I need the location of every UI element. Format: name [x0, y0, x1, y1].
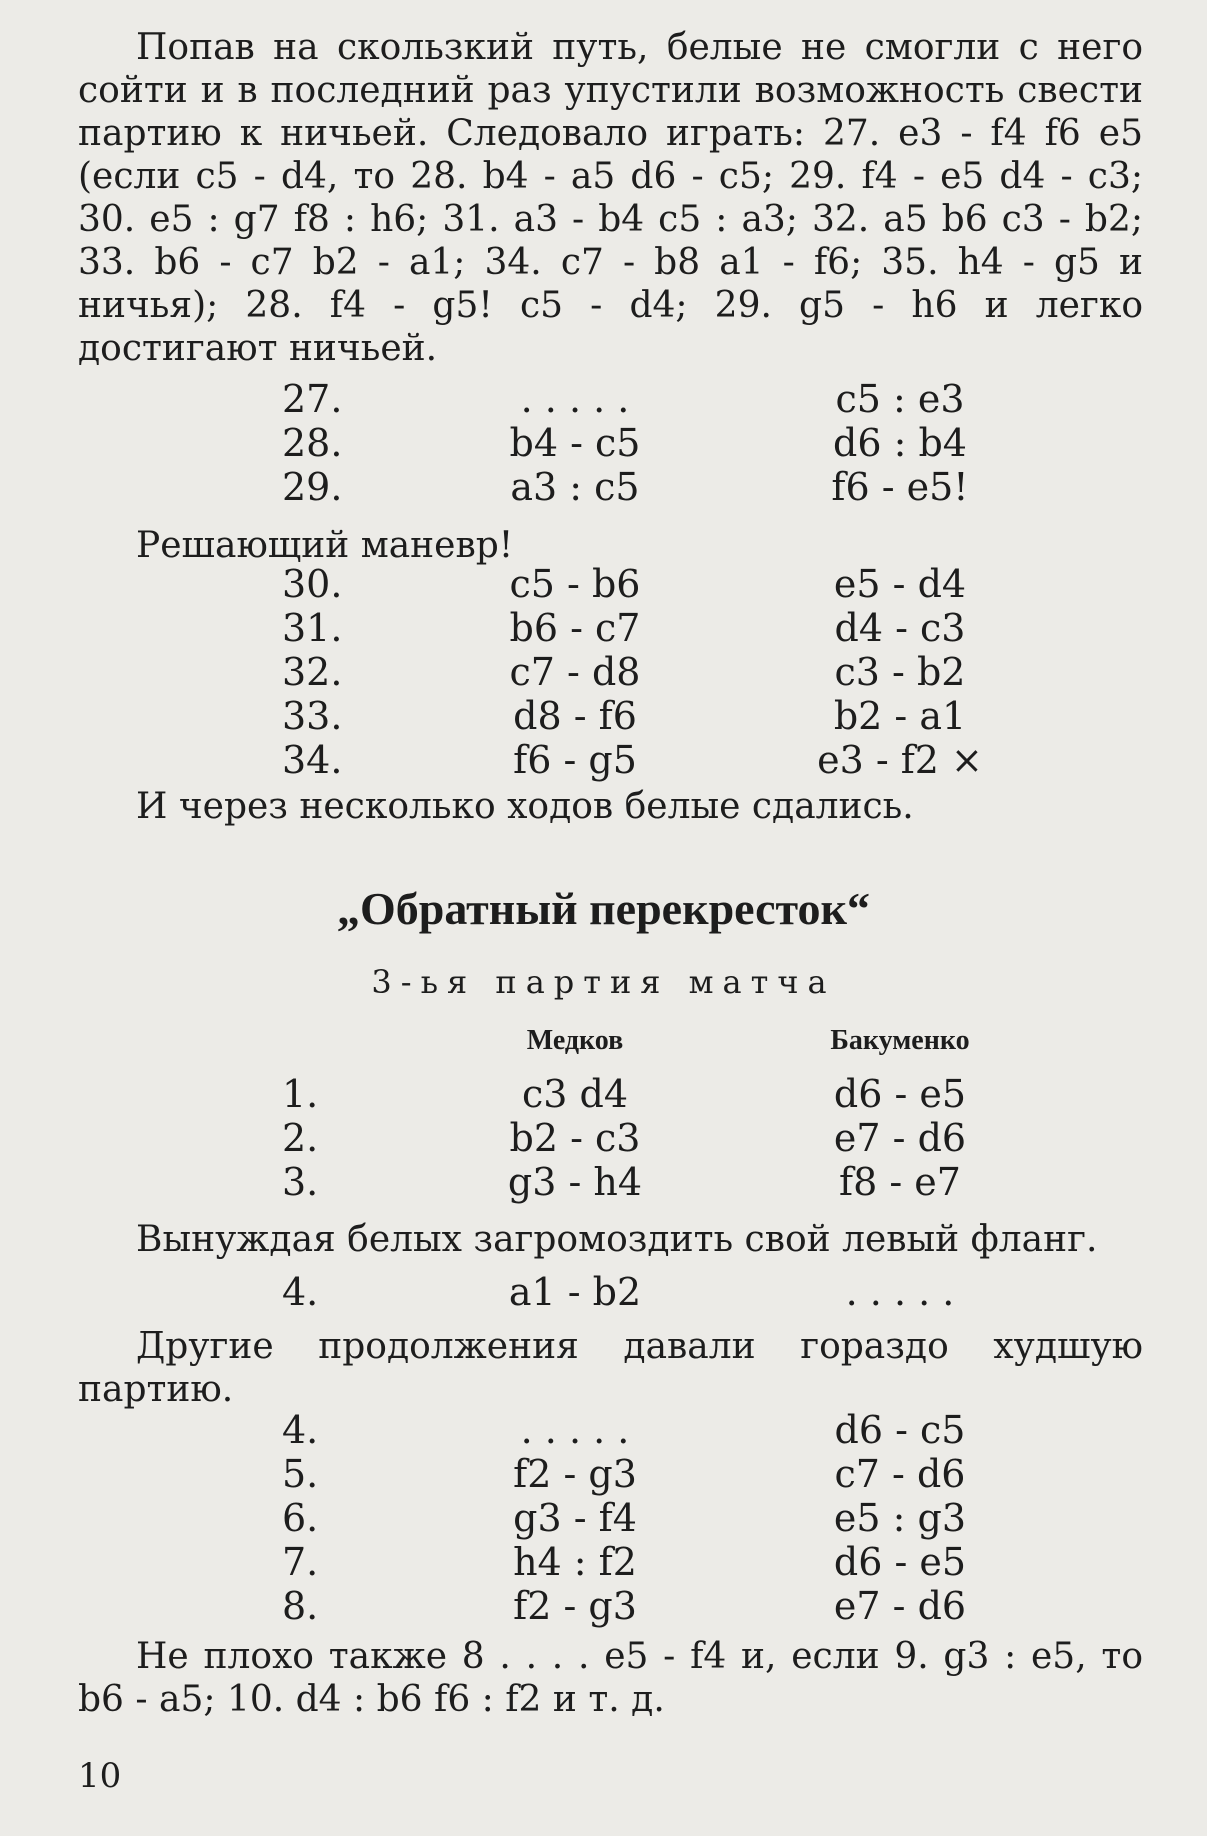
move-number: 27.	[282, 377, 343, 421]
black-move: e7 - d6	[833, 1116, 967, 1160]
black-move: f8 - e7	[839, 1160, 961, 1204]
move-number: 28.	[282, 421, 343, 465]
page-number: 10	[78, 1756, 122, 1796]
moves-block-1	[0, 377, 1207, 509]
move-number: 29.	[282, 465, 343, 509]
move-row	[0, 650, 1207, 694]
move-row	[0, 421, 1207, 465]
move-number: 33.	[282, 694, 343, 738]
black-move: f6 - e5!	[831, 465, 969, 509]
white-move: g3 - h4	[507, 1160, 643, 1204]
move-number: 30.	[282, 562, 343, 606]
white-move: b4 - c5	[509, 421, 641, 465]
move-number: 2.	[282, 1116, 319, 1160]
move-number: 6.	[282, 1496, 319, 1540]
black-move: e3 - f2 ×	[817, 738, 983, 782]
black-move: d6 - e5	[833, 1072, 967, 1116]
paragraph-intro: Попав на скользкий путь, белые не смогли с него сойти и в последний раз упустили возможность свести партию к ничьей. Следовало играть: 27. e3 - f4 f6 e5 (если c5 - d4, то 28. b4 - a5 d6 - c5; 29. f4 - e5 d4 - c3; 30. e5 : g7 f8 : h6; 31. a3 - b4 c5 : a3; 32. a5 b6 c3 - b2; 33. b6 - c7 b2 - a1; 34. c7 - b8 a1 - f6; 35. h4 - g5 и ничья); 28. f4 - g5! c5 - d4; 29. g5 - h6 и легко достигают ничьей.	[78, 27, 1143, 369]
paragraph-note: Не плохо также 8 . . . . e5 - f4 и, если 9. g3 : e5, то b6 - a5; 10. d4 : b6 f6 : f2 и т. д.	[78, 1636, 1144, 1720]
black-move: e7 - d6	[833, 1584, 967, 1628]
moves-block-2	[0, 562, 1207, 782]
move-row	[0, 562, 1207, 606]
section-heading: „Обратный перекресток“	[336, 883, 871, 934]
move-number: 4.	[282, 1270, 319, 1314]
paragraph-resign: И через несколько ходов белые сдались.	[136, 786, 914, 827]
black-player-name: Бакуменко	[830, 1025, 970, 1056]
black-move: c7 - d6	[834, 1452, 966, 1496]
moves-block-3	[0, 1072, 1207, 1204]
move-row	[0, 606, 1207, 650]
paragraph-decisive: Решающий маневр!	[136, 525, 514, 566]
move-row	[0, 1540, 1207, 1584]
move-row	[0, 1584, 1207, 1628]
paragraph-forcing: Вынуждая белых загромоздить свой левый фланг.	[136, 1219, 1098, 1260]
black-move: c3 - b2	[834, 650, 966, 694]
white-move: . . . . .	[520, 377, 630, 421]
move-row	[0, 465, 1207, 509]
move-row	[0, 1496, 1207, 1540]
black-move: c5 : e3	[835, 377, 965, 421]
white-move: d8 - f6	[513, 694, 637, 738]
white-move: f2 - g3	[513, 1452, 637, 1496]
move-row	[0, 1270, 1207, 1314]
black-move: . . . . .	[845, 1270, 955, 1314]
black-move: d6 - c5	[834, 1408, 966, 1452]
move-number: 34.	[282, 738, 343, 782]
white-player-name: Медков	[526, 1025, 624, 1056]
white-move: f2 - g3	[513, 1584, 637, 1628]
white-move: a1 - b2	[508, 1270, 642, 1314]
move-number: 5.	[282, 1452, 319, 1496]
white-move: . . . . .	[520, 1408, 630, 1452]
white-move: h4 : f2	[513, 1540, 637, 1584]
game-subtitle: 3-ья партия матча	[371, 963, 836, 1001]
white-move: c5 - b6	[509, 562, 641, 606]
black-move: d6 : b4	[833, 421, 967, 465]
black-move: e5 : g3	[833, 1496, 967, 1540]
move-row	[0, 1408, 1207, 1452]
paragraph-alternatives: Другие продолжения давали гораздо худшую партию.	[78, 1326, 1143, 1410]
black-move: d4 - c3	[834, 606, 966, 650]
move-number: 7.	[282, 1540, 319, 1584]
move-row	[0, 694, 1207, 738]
move-row	[0, 377, 1207, 421]
white-move: b2 - c3	[509, 1116, 641, 1160]
move-number: 4.	[282, 1408, 319, 1452]
white-move: a3 : c5	[510, 465, 640, 509]
move-row	[0, 738, 1207, 782]
move-number: 31.	[282, 606, 343, 650]
black-move: b2 - a1	[833, 694, 967, 738]
move-row	[0, 1160, 1207, 1204]
move-row	[0, 1072, 1207, 1116]
white-move: c3 d4	[521, 1072, 629, 1116]
moves-block-4	[0, 1270, 1207, 1314]
players-header	[0, 1025, 1207, 1065]
white-move: f6 - g5	[513, 738, 637, 782]
move-number: 8.	[282, 1584, 319, 1628]
move-number: 3.	[282, 1160, 319, 1204]
move-number: 32.	[282, 650, 343, 694]
move-row	[0, 1116, 1207, 1160]
black-move: d6 - e5	[833, 1540, 967, 1584]
white-move: b6 - c7	[509, 606, 641, 650]
white-move: c7 - d8	[509, 650, 641, 694]
white-move: g3 - f4	[513, 1496, 637, 1540]
moves-block-5	[0, 1408, 1207, 1628]
move-number: 1.	[282, 1072, 319, 1116]
black-move: e5 - d4	[833, 562, 967, 606]
move-row	[0, 1452, 1207, 1496]
